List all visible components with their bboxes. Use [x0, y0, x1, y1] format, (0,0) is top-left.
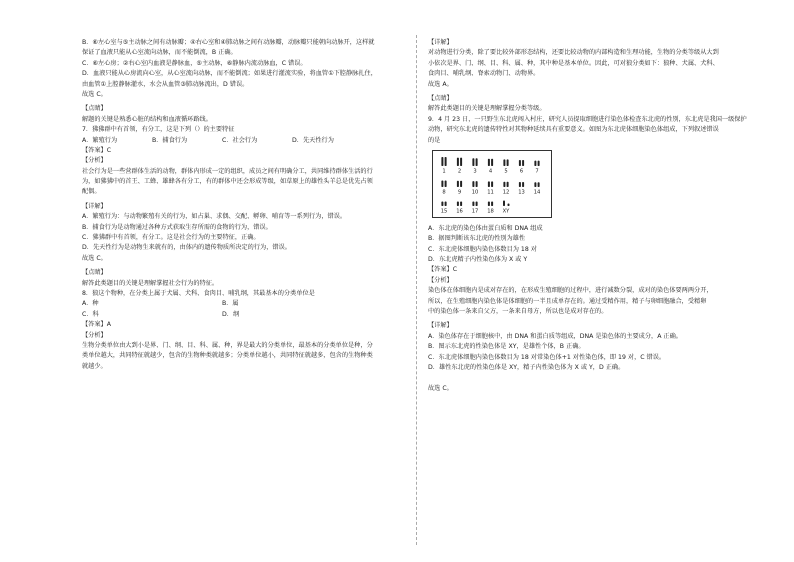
chromosome — [476, 201, 478, 206]
chromosome — [507, 159, 509, 166]
chromosome — [441, 157, 443, 166]
chromosome-label: 8 — [442, 189, 446, 196]
chromosome-label: 16 — [456, 208, 463, 215]
chromosome — [457, 201, 459, 206]
left-column — [82, 38, 404, 372]
chromosome — [491, 201, 493, 206]
question-8: 8．狼这个物种，在分类上属于犬属、犬科、食肉目、哺乳纲，其最基本的分类单位是 — [82, 289, 315, 297]
text-line: 由血管①上腔静脉灌水，水会从血管③肺动脉流出，D 错误。 — [82, 80, 249, 88]
chromosome — [534, 161, 536, 166]
text-line: B．图示东北虎的性染色体是 XY，是雄性个体，B 正确。 — [428, 343, 585, 351]
chromosome — [488, 201, 490, 206]
chromosome-label: 4 — [488, 168, 493, 175]
chromosome — [522, 160, 524, 166]
text-line — [428, 373, 748, 383]
chromosome — [445, 180, 447, 187]
option: C．社会行为 — [222, 136, 258, 144]
answer-tag: 【答案】C — [428, 266, 458, 274]
option: B．捕食行为 — [152, 136, 188, 144]
option: D．纲 — [222, 310, 240, 318]
chromosome — [538, 182, 540, 187]
text-line: A．繁殖行为：与动物繁殖有关的行为，如占巢、求偶、交配、孵卵、哺育等一系列行为，错误。 — [82, 213, 347, 221]
text-line: 类单位越大，共同特征就越少，包含的生物种类就越多；分类单位越小，共同特征就越多，包含的生物种类 — [82, 352, 373, 360]
text-line: D．雄性东北虎的性染色体是 XY，精子内性染色体为 X 或 Y，D 正确。 — [428, 363, 625, 371]
chromosome-label: 12 — [502, 189, 510, 196]
text-line: 为，如狒狒中的首王、工蜂、雄蜂各有分工，有的群体中还会形成等级，如草原上的雄性头羊总是优先占领 — [82, 178, 373, 186]
chromosome — [503, 159, 505, 166]
answer-tag: 【答案】C — [82, 146, 112, 154]
section-tag: 【详解】 — [82, 202, 107, 210]
text-line: 小依次是界、门、纲、目、科、属、种，其中种是基本单位。因此，可对狼分类如下：狼种、犬属、犬科、 — [428, 59, 719, 67]
text-line: 的是 — [428, 136, 441, 144]
chromosome-label: 13 — [518, 189, 525, 196]
chromosome-label: 6 — [519, 168, 524, 175]
chromosome — [507, 182, 509, 187]
text-line: D．先天性行为是动物生来就有的，由体内的遗传物质所决定的行为，错误。 — [82, 244, 291, 252]
chromosome-label: 17 — [471, 208, 479, 215]
karyotype-svg — [433, 151, 551, 217]
chromosome — [445, 201, 447, 206]
option: B．据图判断该东北虎的性别为雄性 — [428, 235, 526, 243]
chromosome — [522, 182, 524, 187]
option: A．东北虎的染色体由蛋白质和 DNA 组成 — [428, 224, 543, 232]
chromosome-label: 3 — [473, 168, 477, 175]
text-line: C．东北虎体细胞内染色体数目为 18 对常染色体+1 对性染色体，即 19 对，C 错误。 — [428, 353, 666, 361]
chromosome-label: 5 — [504, 168, 508, 175]
option: D．先天性行为 — [292, 136, 334, 144]
text-line: 中的染色体一条来自父方，一条来自母方，所以也是成对存在的。 — [428, 308, 608, 316]
chromosome — [441, 201, 443, 206]
text-line: 所以，在生殖细胞内染色体是体细胞的一半且成单存在的。通过受精作用，精子与卵细胞融合，受精卵 — [428, 297, 707, 305]
q8-options-row1 — [82, 299, 404, 309]
section-tag: 【详解】 — [428, 322, 453, 330]
chromosome — [491, 181, 493, 187]
section-tag: 【点睛】 — [428, 94, 453, 102]
text-line: 生物分类单位由大到小是界、门、纲、目、科、属、种，界是最大的分类单位，最基本的分类单位是种，分 — [82, 341, 373, 349]
option: B．属 — [222, 300, 239, 308]
text-line: 解答此类题目的关键是理解掌握分类等级。 — [428, 105, 546, 113]
chromosome — [503, 200, 505, 206]
chromosome — [491, 159, 493, 166]
text-line: C．狒狒群中有首领，有分工。这是社会行为的主要特征，正确。 — [82, 234, 260, 242]
chromosome — [460, 158, 462, 166]
section-tag: 【点睛】 — [82, 269, 107, 277]
chromosome-label: 2 — [457, 168, 462, 175]
chromosome — [476, 158, 478, 166]
text-line: 配偶。 — [82, 188, 101, 196]
option: D．东北虎精子内性染色体为 X 或 Y — [428, 256, 528, 264]
chromosome-label: 14 — [533, 189, 541, 196]
text-line: D．血液只能从心房流向心室，从心室流向动脉，而不能倒流；如果进行灌流实验，将血管①下腔静脉扎住， — [82, 70, 377, 78]
question-9: 9．4 月 23 日，一只野生东北虎闯入村庄，研究人员提取细胞进行染色体检查东北虎的性别，东北虎是我国一级保护 — [428, 115, 747, 123]
q7-options — [82, 136, 404, 146]
text-line: A．染色体存在于细胞核中，由 DNA 和蛋白质等组成，DNA 是染色体的主要成分，A 正确。 — [428, 332, 682, 340]
text-line: 故选 A。 — [428, 80, 453, 88]
chromosome-label: 9 — [457, 189, 462, 196]
chromosome — [476, 181, 478, 187]
text-line: 解题的关键是熟悉心脏的结构和血液循环路线。 — [82, 115, 212, 123]
text-line: 解答此类题目的关键是理解掌握社会行为的特征。 — [82, 279, 219, 287]
chromosome — [519, 182, 521, 187]
chromosome — [488, 159, 490, 166]
section-tag: 【详解】 — [428, 39, 453, 46]
text-line: 对动物进行分类，除了要比较外部形态结构，还要比较动物的内部构造和生理功能，生物的分类等级从大到 — [428, 49, 719, 57]
chromosome-label: 1 — [442, 168, 446, 175]
text-line: 保证了血液只能从心室流向动脉，而不能倒流，B 正确。 — [82, 49, 237, 57]
text-line: 染色体在体细胞内是成对存在的，在形成生殖细胞的过程中，进行减数分裂，成对的染色体要两两分开， — [428, 287, 713, 295]
chromosome-label: 18 — [487, 208, 494, 215]
chromosome — [457, 158, 459, 166]
text-line: 社会行为是一些营群体生活的动物，群体内形成一定的组织，成员之间有明确分工，共同维持群体生活的行 — [82, 167, 373, 175]
text-line: 故选 C。 — [428, 384, 453, 392]
text-line: 食肉目、哺乳纲、脊索动物门、动物界。 — [428, 70, 540, 78]
chromosome-label: 10 — [471, 189, 479, 196]
chromosome-label: 15 — [440, 208, 448, 215]
text-line: 就越少。 — [82, 362, 107, 370]
chromosome — [445, 157, 447, 166]
chromosome — [457, 181, 459, 187]
text-line: 动物，研究东北虎的遗传特性对其物种延续具有重要意义。如图为东北虎体细胞染色体组成，下列叙述错误 — [428, 126, 719, 134]
text-line: B．捕食行为是动物通过各种方式获取生存所需的食物的行为，错误。 — [82, 223, 272, 231]
chromosome — [472, 158, 474, 166]
chromosome — [519, 160, 521, 166]
section-tag: 【分析】 — [82, 331, 107, 339]
chromosome-label: 11 — [487, 189, 494, 196]
option: A．种 — [82, 300, 99, 308]
answer-tag: 【答案】A — [82, 321, 111, 329]
karyotype-figure — [432, 150, 552, 218]
chromosome — [534, 182, 536, 187]
chromosome-label: XY — [502, 208, 510, 215]
text-line: 故选 C。 — [82, 254, 107, 262]
text-line: C．⑥左心房；②右心室内血液是静脉血，⑤主动脉，⑥静脉内流动脉血，C 错误。 — [82, 59, 307, 67]
q8-options-row2 — [82, 310, 404, 320]
text-line: B．⑥左心室与⑤主动脉之间有动脉瓣；④右心室和④肺动脉之间有动脉瓣，动脉瓣只能朝向动脉开，这样就 — [82, 39, 375, 46]
question-7: 7．狒狒群中有首领，有分工，这是下列（）的主要特征 — [82, 126, 235, 134]
chromosome — [460, 181, 462, 187]
chromosome — [538, 161, 540, 166]
chromosome — [488, 181, 490, 187]
column-divider — [416, 35, 417, 545]
option: A．繁殖行为 — [82, 136, 118, 144]
text-line: 故选 C。 — [82, 90, 107, 98]
chromosome — [460, 201, 462, 206]
option: C．科 — [82, 310, 99, 318]
section-tag: 【分析】 — [82, 157, 107, 165]
section-tag: 【点睛】 — [82, 105, 107, 113]
right-column — [428, 38, 748, 394]
option: C．东北虎体细胞内染色体数目为 18 对 — [428, 245, 537, 253]
chromosome — [472, 201, 474, 206]
chromosome — [503, 182, 505, 187]
chromosome-label: 7 — [535, 168, 539, 175]
chromosome — [441, 180, 443, 187]
chromosome — [508, 203, 510, 206]
chromosome — [472, 181, 474, 187]
section-tag: 【分析】 — [428, 276, 453, 284]
